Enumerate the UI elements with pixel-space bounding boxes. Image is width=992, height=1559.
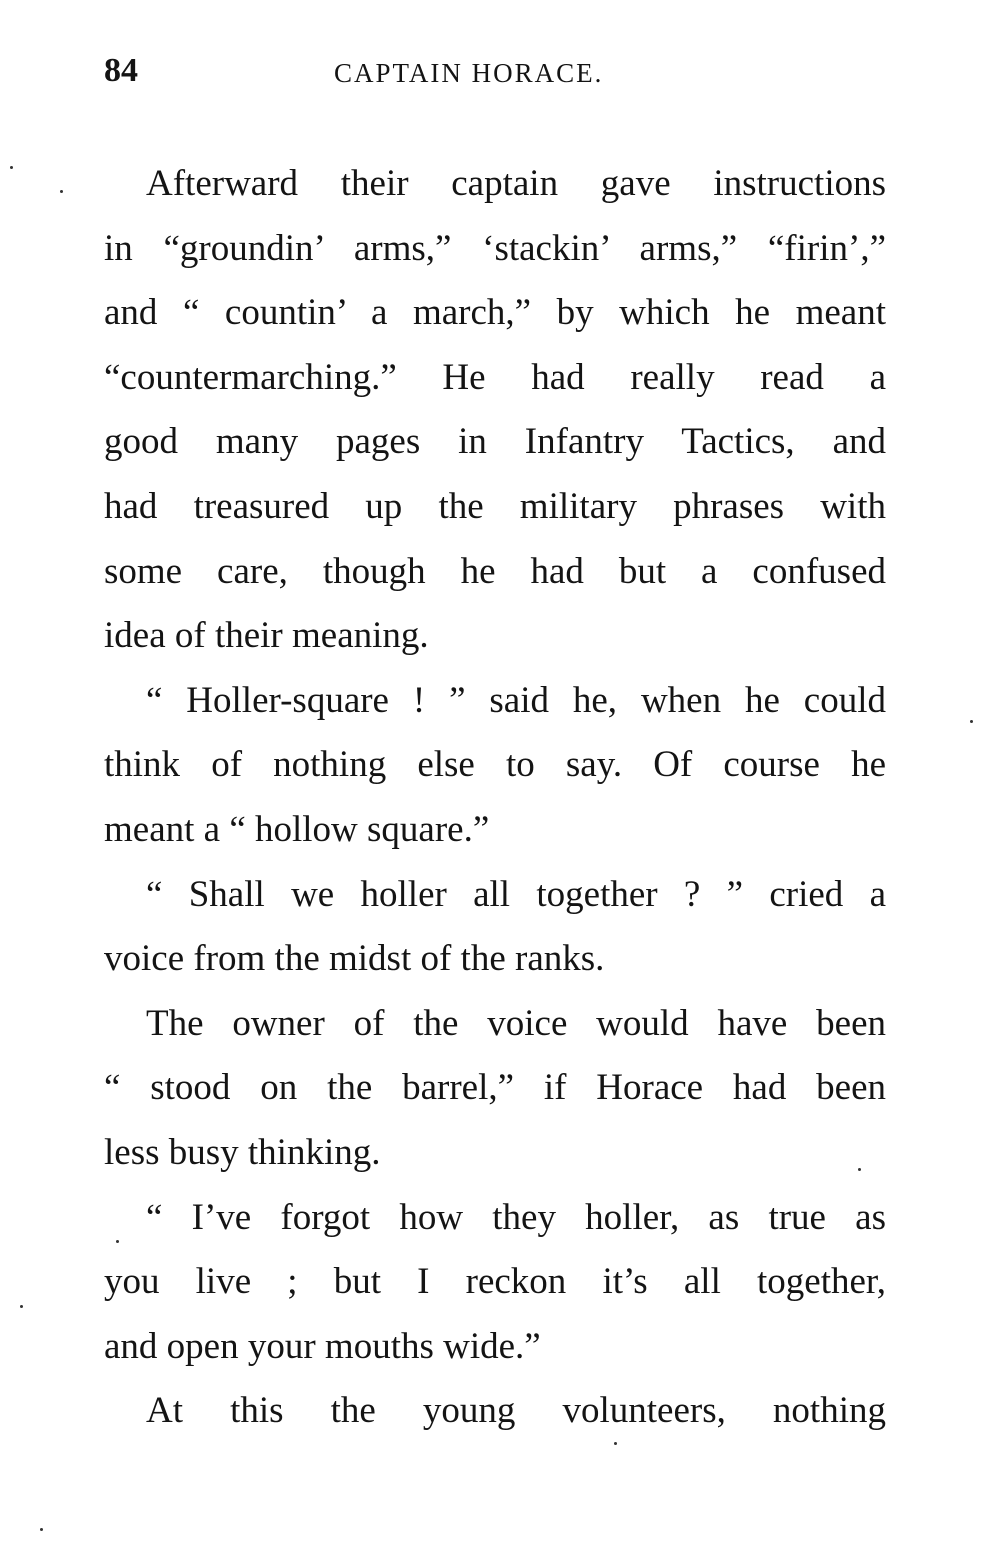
text-line: had treasured up the military phrases with: [104, 485, 886, 527]
paper-speck: [116, 1240, 119, 1243]
text-line: Afterward their captain gave instructions: [146, 163, 886, 204]
page-header: [104, 52, 886, 102]
text-line: “ Holler-square ! ” said he, when he could: [146, 679, 886, 721]
paper-speck: [60, 190, 63, 193]
text-line: meant a “ hollow square.”: [104, 808, 490, 850]
text-line: The owner of the voice would have been: [146, 1002, 886, 1044]
body-text: [104, 152, 886, 1444]
text-line: less busy thinking.: [104, 1131, 381, 1173]
text-line: think of nothing else to say. Of course he: [104, 744, 886, 786]
text-line: At this the young volunteers, nothing: [146, 1390, 886, 1432]
paper-speck: [10, 166, 13, 169]
text-line: “ stood on the barrel,” if Horace had been: [104, 1067, 886, 1109]
text-line: some care, though he had but a confused: [104, 550, 886, 592]
paper-speck: [970, 720, 973, 723]
text-line: “ I’ve forgot how they holler, as true as: [146, 1196, 886, 1238]
text-line: and open your mouths wide.”: [104, 1325, 541, 1367]
text-line: in “groundin’ arms,” ‘stackin’ arms,” “firin’,”: [104, 227, 886, 269]
paper-speck: [20, 1305, 23, 1308]
running-head: CAPTAIN HORACE.: [334, 58, 604, 88]
text-line: and “ countin’ a march,” by which he meant: [104, 292, 886, 334]
text-line: voice from the midst of the ranks.: [104, 938, 605, 980]
paper-speck: [40, 1528, 43, 1531]
text-line: idea of their meaning.: [104, 615, 429, 657]
text-line: good many pages in Infantry Tactics, and: [104, 421, 886, 463]
text-line: “ Shall we holler all together ? ” cried a: [146, 873, 886, 915]
paper-speck: [858, 1168, 861, 1171]
text-line: “countermarching.” He had really read a: [104, 356, 886, 398]
page-number: 84: [104, 52, 138, 89]
text-line: you live ; but I reckon it’s all together,: [104, 1261, 886, 1303]
paper-speck: [614, 1442, 617, 1445]
